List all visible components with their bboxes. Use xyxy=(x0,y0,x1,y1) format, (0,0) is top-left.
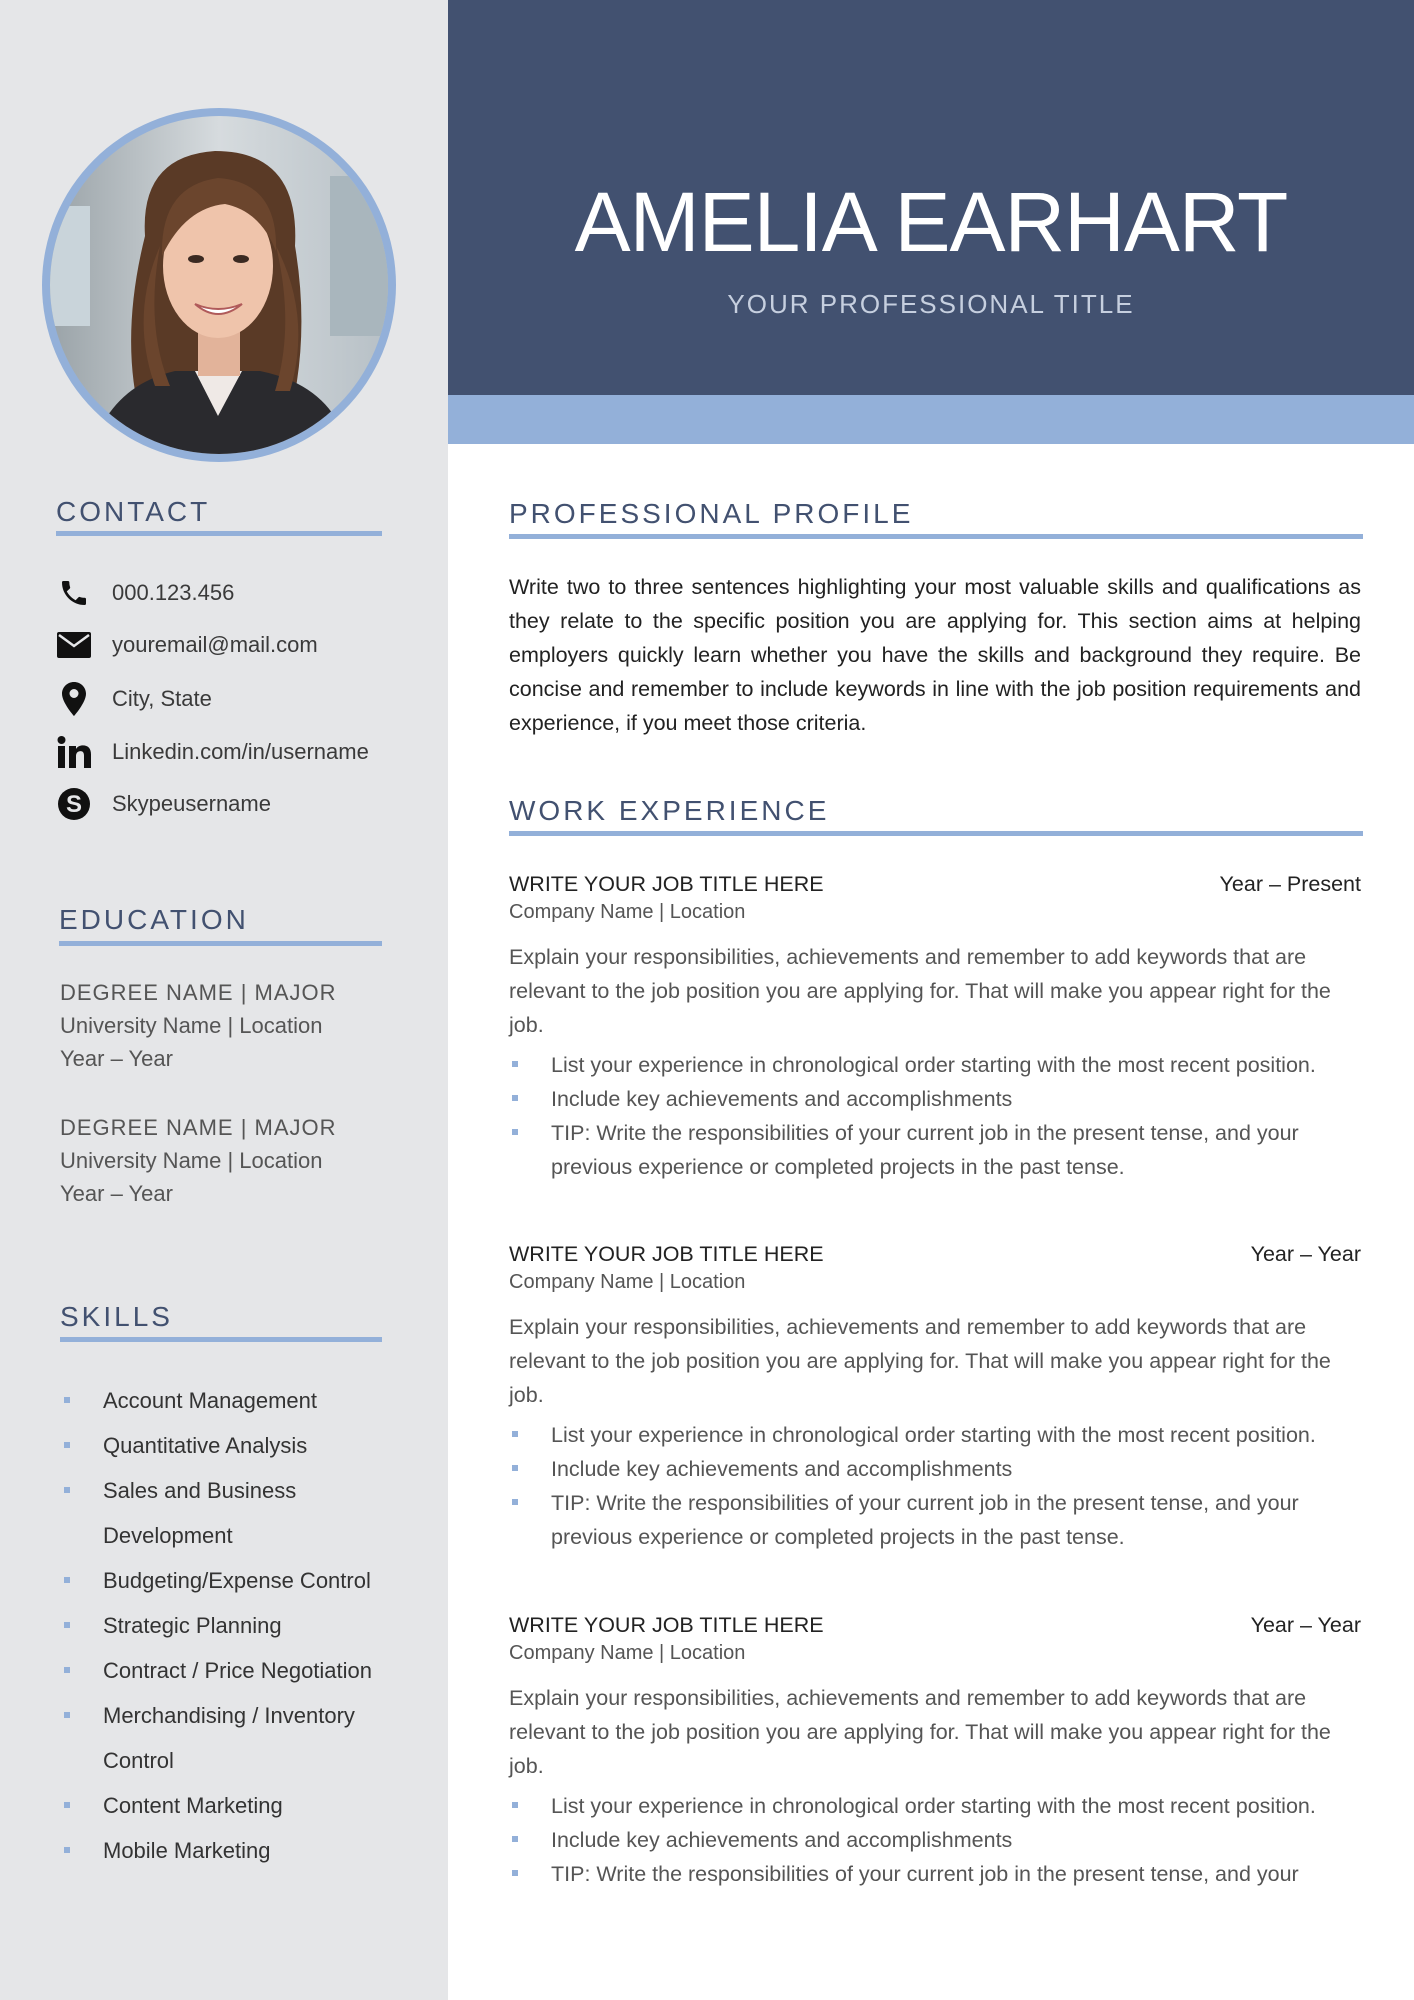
job-bullet: List your experience in chronological order starting with the most recent position. xyxy=(509,1418,1361,1452)
contact-linkedin[interactable] xyxy=(56,732,396,772)
skill-item: Merchandising / Inventory Control xyxy=(60,1693,360,1783)
job-company: Company Name | Location xyxy=(509,901,746,923)
skills-rule xyxy=(60,1337,382,1342)
job-bullets xyxy=(509,1048,1361,1184)
professional-title: YOUR PROFESSIONAL TITLE xyxy=(727,289,1135,319)
job-bullet: Include key achievements and accomplishments xyxy=(509,1082,1361,1116)
job-title: WRITE YOUR JOB TITLE HERE xyxy=(509,872,824,896)
job-description: Explain your responsibilities, achievements and remember to add keywords that are relevant to the job position you are applying for. That will make you appear right for the job. xyxy=(509,1315,1331,1407)
skill-item: Budgeting/Expense Control xyxy=(60,1558,400,1603)
profile-rule xyxy=(509,534,1363,539)
degree-name: DEGREE NAME | MAJOR xyxy=(60,1115,337,1140)
contact-skype[interactable] xyxy=(56,784,396,824)
skills-list xyxy=(60,1378,400,1873)
job-dates: Year – Year xyxy=(1250,1613,1361,1637)
job-description: Explain your responsibilities, achievements and remember to add keywords that are relevant to the job position you are applying for. That will make you appear right for the job. xyxy=(509,1686,1331,1778)
job-bullet: Include key achievements and accomplishments xyxy=(509,1452,1361,1486)
university-name: University Name | Location xyxy=(60,1013,323,1038)
contact-location[interactable] xyxy=(56,679,396,719)
education-heading: EDUCATION xyxy=(59,904,249,935)
contact-linkedin-text: Linkedin.com/in/username xyxy=(112,739,369,764)
skill-item: Quantitative Analysis xyxy=(60,1423,400,1468)
linkedin-icon xyxy=(56,734,92,770)
contact-email[interactable] xyxy=(56,625,396,665)
job-bullets xyxy=(509,1418,1361,1554)
phone-icon xyxy=(56,575,92,611)
degree-name: DEGREE NAME | MAJOR xyxy=(60,980,337,1005)
job-bullets xyxy=(509,1789,1361,1891)
job-company: Company Name | Location xyxy=(509,1271,746,1293)
skill-item: Account Management xyxy=(60,1378,400,1423)
contact-email-text: youremail@mail.com xyxy=(112,632,318,657)
work-rule xyxy=(509,831,1363,836)
location-pin-icon xyxy=(56,681,92,717)
contact-rule xyxy=(56,531,382,536)
education-entry xyxy=(60,976,337,1075)
skill-item: Mobile Marketing xyxy=(60,1828,400,1873)
job-bullet: Include key achievements and accomplishments xyxy=(509,1823,1361,1857)
skills-heading: SKILLS xyxy=(60,1301,173,1332)
contact-heading: CONTACT xyxy=(56,496,211,527)
job-bullet: TIP: Write the responsibilities of your current job in the present tense, and your previous experience or completed projects in the past tense. xyxy=(509,1486,1361,1554)
job-title: WRITE YOUR JOB TITLE HERE xyxy=(509,1613,824,1637)
job-dates: Year – Present xyxy=(1219,872,1361,896)
email-icon xyxy=(56,627,92,663)
education-years: Year – Year xyxy=(60,1181,173,1206)
contact-phone[interactable] xyxy=(56,573,396,613)
job-company: Company Name | Location xyxy=(509,1642,746,1664)
profile-text: Write two to three sentences highlighting your most valuable skills and qualifications as they relate to the specific position you are applying for. This section aims at helping employers quickly learn whether you have the skills and background they require. Be concise and remember to include keywords in line with the job position requirements and experience, if you meet those criteria. xyxy=(509,575,1361,735)
education-entry xyxy=(60,1111,337,1210)
job-title: WRITE YOUR JOB TITLE HERE xyxy=(509,1242,824,1266)
job-entry xyxy=(509,1611,1361,1891)
job-bullet: List your experience in chronological order starting with the most recent position. xyxy=(509,1789,1361,1823)
contact-location-text: City, State xyxy=(112,686,212,711)
education-rule xyxy=(59,941,382,946)
job-description: Explain your responsibilities, achievements and remember to add keywords that are relevant to the job position you are applying for. That will make you appear right for the job. xyxy=(509,945,1331,1037)
skype-icon xyxy=(56,786,92,822)
header-accent-band xyxy=(448,395,1414,444)
profile-photo xyxy=(50,116,388,454)
job-entry xyxy=(509,870,1361,1184)
work-heading: WORK EXPERIENCE xyxy=(509,795,830,826)
skill-item: Contract / Price Negotiation xyxy=(60,1648,400,1693)
skill-item: Strategic Planning xyxy=(60,1603,400,1648)
skill-item: Content Marketing xyxy=(60,1783,400,1828)
job-bullet: List your experience in chronological order starting with the most recent position. xyxy=(509,1048,1361,1082)
job-dates: Year – Year xyxy=(1250,1242,1361,1266)
job-entry xyxy=(509,1240,1361,1554)
university-name: University Name | Location xyxy=(60,1148,323,1173)
job-bullet: TIP: Write the responsibilities of your current job in the present tense, and your xyxy=(509,1857,1361,1891)
profile-heading: PROFESSIONAL PROFILE xyxy=(509,498,914,529)
candidate-name: AMELIA EARHART xyxy=(574,175,1288,269)
svg-text:S: S xyxy=(65,791,83,818)
skill-item: Sales and Business Development xyxy=(60,1468,320,1558)
contact-skype-text: Skypeusername xyxy=(112,791,271,816)
contact-phone-text: 000.123.456 xyxy=(112,580,235,605)
job-bullet: TIP: Write the responsibilities of your current job in the present tense, and your previous experience or completed projects in the past tense. xyxy=(509,1116,1361,1184)
education-years: Year – Year xyxy=(60,1046,173,1071)
